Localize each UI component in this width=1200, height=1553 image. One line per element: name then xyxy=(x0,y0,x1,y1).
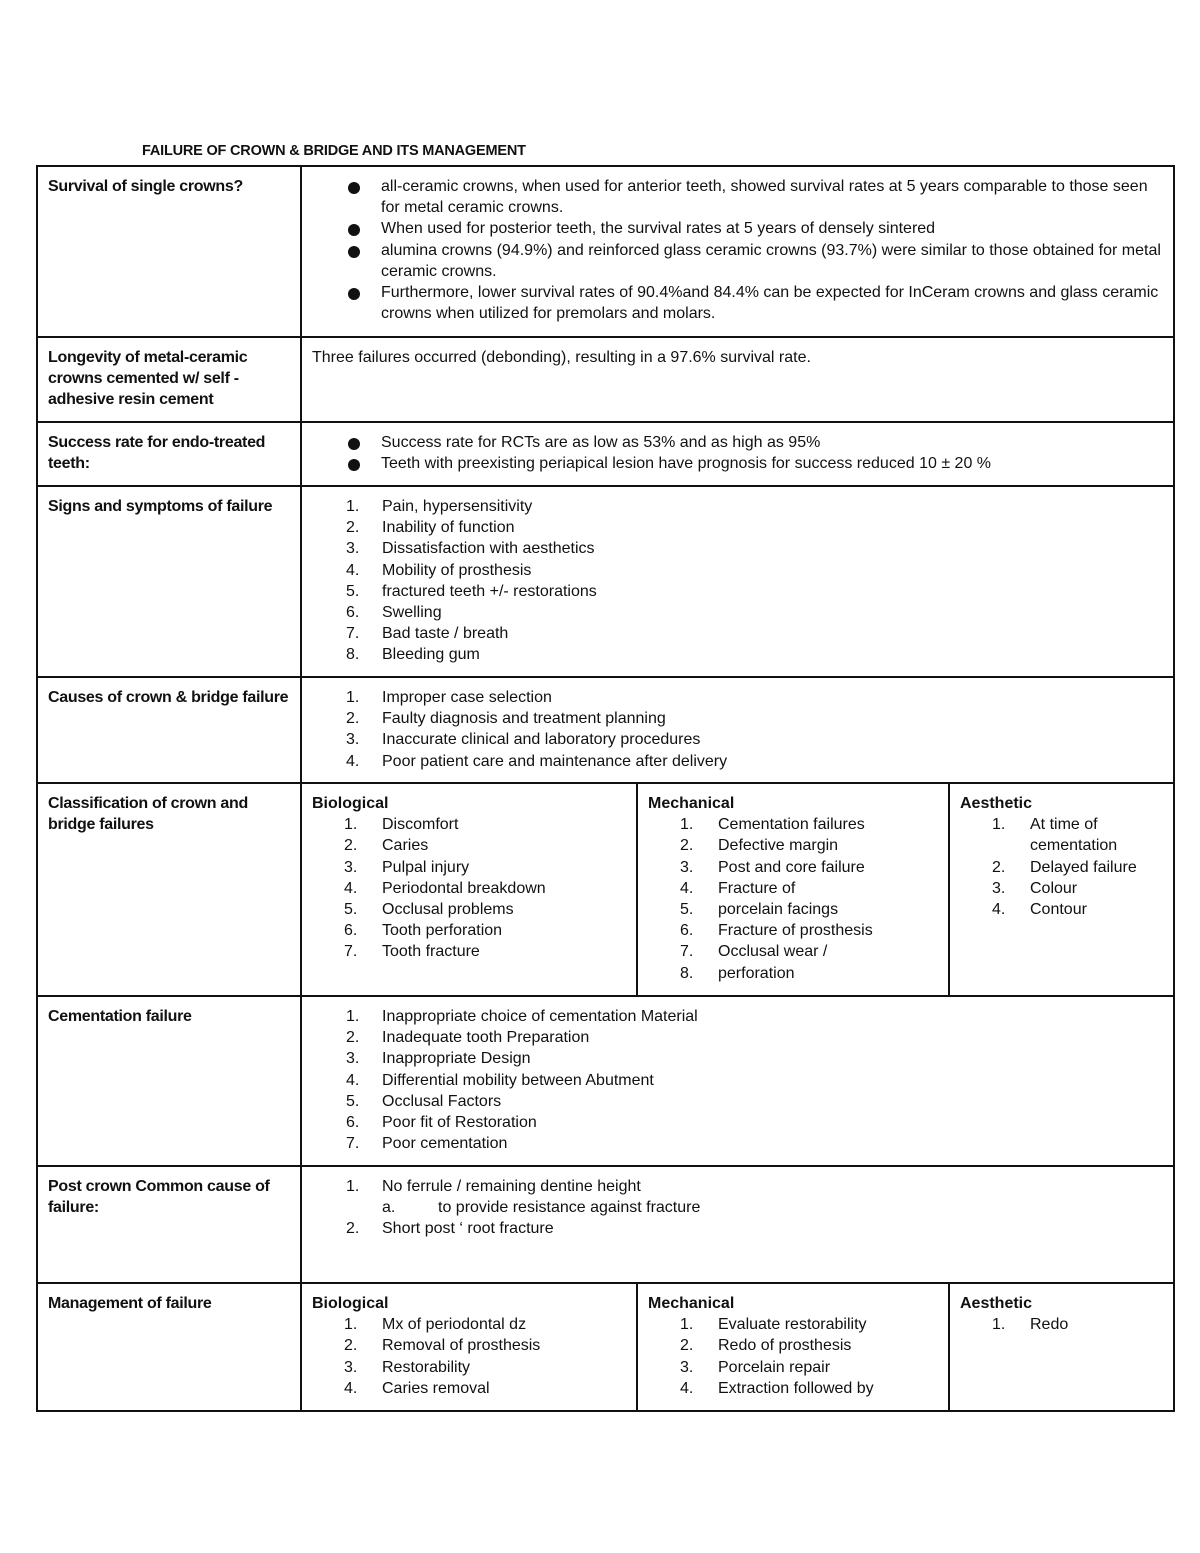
bullet-item: alumina crowns (94.9%) and reinforced glass ceramic crowns (93.7%) were similar to those obtained for metal ceramic crowns. xyxy=(348,240,1165,282)
list-number: 1. xyxy=(992,816,1006,834)
row-label: Classification of crown and bridge failures xyxy=(37,783,301,996)
list-text: Defective margin xyxy=(718,837,839,855)
list-number: 4. xyxy=(992,901,1006,919)
list-item xyxy=(346,602,1165,623)
list-text: Tooth fracture xyxy=(382,943,480,961)
list-number: 1. xyxy=(680,816,694,834)
list-number: 5. xyxy=(346,1092,360,1110)
list-text: Periodontal breakdown xyxy=(382,879,546,897)
list-text: Redo xyxy=(1030,1316,1069,1334)
list-number: 7. xyxy=(346,1135,360,1153)
list-number: 2. xyxy=(346,710,360,728)
list-text: to provide resistance against fracture xyxy=(438,1199,701,1217)
list-number: 3. xyxy=(992,879,1006,897)
list-item xyxy=(984,878,1165,899)
bullet-item: Teeth with preexisting periapical lesion have prognosis for success reduced 10 ± 20 % xyxy=(348,453,1165,474)
biological-column xyxy=(302,1284,637,1410)
list-text: Poor cementation xyxy=(382,1135,508,1153)
list-text: Dissatisfaction with aesthetics xyxy=(382,540,595,558)
list-text: Short post ‘ root fracture xyxy=(382,1220,554,1238)
row-content xyxy=(301,996,1174,1166)
list-item xyxy=(984,899,1165,920)
list-number: 4. xyxy=(680,1379,694,1397)
list-text: Improper case selection xyxy=(382,689,552,706)
list-number: 3. xyxy=(344,1358,358,1376)
list-number: 1. xyxy=(992,1316,1006,1334)
list-number: 6. xyxy=(346,604,360,622)
list-number: 3. xyxy=(346,731,360,749)
list-item xyxy=(984,857,1165,878)
list-text: Tooth perforation xyxy=(382,922,503,940)
list-text: Pulpal injury xyxy=(382,858,470,876)
list-item xyxy=(672,1314,940,1335)
list-text: Inappropriate Design xyxy=(382,1050,531,1068)
list-number: 2. xyxy=(992,858,1006,876)
list-text: porcelain facings xyxy=(718,901,839,919)
list-text: Occlusal wear / xyxy=(718,943,828,961)
list-text: Inaccurate clinical and laboratory procedures xyxy=(382,731,701,749)
list-item xyxy=(346,1112,1165,1133)
row-longevity xyxy=(37,337,1174,422)
list-text: Post and core failure xyxy=(718,858,865,876)
list-item xyxy=(672,1335,940,1356)
failure-table xyxy=(36,165,1175,1412)
list-text: Poor patient care and maintenance after delivery xyxy=(382,752,728,770)
list-number: 5. xyxy=(680,901,694,919)
row-label: Signs and symptoms of failure xyxy=(37,486,301,677)
row-content: Three failures occurred (debonding), resulting in a 97.6% survival rate. xyxy=(301,337,1174,422)
list-text: Swelling xyxy=(382,604,442,622)
page-title: FAILURE OF CROWN & BRIDGE AND ITS MANAGEMENT xyxy=(142,143,526,159)
list-item xyxy=(672,835,940,856)
list-number: 3. xyxy=(344,858,358,876)
list-number: 7. xyxy=(680,943,694,961)
row-label: Management of failure xyxy=(37,1283,301,1411)
aesthetic-column xyxy=(949,784,1173,995)
list-number: 1. xyxy=(346,1178,360,1195)
row-content xyxy=(301,677,1174,783)
list-text: Evaluate restorability xyxy=(718,1316,867,1334)
list-number: 4. xyxy=(346,1071,360,1089)
list-text: Mobility of prosthesis xyxy=(382,561,532,579)
list-item xyxy=(336,814,628,835)
list-text: Mx of periodontal dz xyxy=(382,1316,527,1334)
list-text: Occlusal Factors xyxy=(382,1092,502,1110)
list-text: Cementation failures xyxy=(718,816,865,834)
list-text: Delayed failure xyxy=(1030,858,1137,876)
list-text: Bleeding gum xyxy=(382,646,480,664)
list-text: Faulty diagnosis and treatment planning xyxy=(382,710,666,728)
list-item xyxy=(346,708,1165,729)
list-number: 1. xyxy=(346,498,360,515)
row-content xyxy=(301,1166,1174,1283)
list-item xyxy=(672,963,940,984)
list-number: 2. xyxy=(680,1337,694,1355)
list-item xyxy=(336,941,628,962)
row-survival xyxy=(37,166,1174,337)
list-number: 2. xyxy=(346,1029,360,1047)
list-item xyxy=(336,1357,628,1378)
row-content xyxy=(301,1283,1174,1411)
list-number: 1. xyxy=(346,689,360,706)
list-item xyxy=(346,623,1165,644)
list-text: fractured teeth +/- restorations xyxy=(382,582,597,600)
list-item xyxy=(336,878,628,899)
list-number: 3. xyxy=(346,1050,360,1068)
row-label: Longevity of metal-ceramic crowns cemented w/ self - adhesive resin cement xyxy=(37,337,301,422)
list-number: 6. xyxy=(344,922,358,940)
list-item xyxy=(336,857,628,878)
list-number: 8. xyxy=(680,964,694,982)
list-number: 6. xyxy=(680,922,694,940)
list-item xyxy=(984,1314,1165,1335)
list-item xyxy=(672,1378,940,1399)
list-text: Contour xyxy=(1030,901,1087,919)
list-item xyxy=(672,814,940,835)
bullet-item: Furthermore, lower survival rates of 90.4%and 84.4% can be expected for InCeram crowns and glass ceramic crowns when utilized for premolars and molars. xyxy=(348,282,1165,324)
sub-list-item xyxy=(382,1197,1165,1218)
list-item xyxy=(346,560,1165,581)
bullet-item: When used for posterior teeth, the survival rates at 5 years of densely sintered xyxy=(348,218,1165,239)
column-heading: Biological xyxy=(312,795,389,812)
row-content xyxy=(301,422,1174,486)
list-number: 1. xyxy=(680,1316,694,1334)
list-number: 3. xyxy=(346,540,360,558)
list-number: 2. xyxy=(344,837,358,855)
list-item xyxy=(336,1314,628,1335)
list-item xyxy=(336,1378,628,1399)
list-number: 5. xyxy=(346,582,360,600)
row-label: Post crown Common cause of failure: xyxy=(37,1166,301,1283)
list-number: 6. xyxy=(346,1114,360,1132)
row-label: Causes of crown & bridge failure xyxy=(37,677,301,783)
row-content xyxy=(301,783,1174,996)
list-text: Occlusal problems xyxy=(382,901,514,919)
list-text: At time of cementation xyxy=(1030,816,1118,855)
list-item xyxy=(336,835,628,856)
row-endo xyxy=(37,422,1174,486)
list-number: 7. xyxy=(346,625,360,643)
list-item xyxy=(672,878,940,899)
list-text: Extraction followed by xyxy=(718,1379,874,1397)
row-post-crown xyxy=(37,1166,1174,1283)
column-heading: Aesthetic xyxy=(960,795,1033,812)
list-number: 5. xyxy=(344,901,358,919)
list-text: Colour xyxy=(1030,879,1078,897)
list-item xyxy=(346,1006,1165,1027)
list-text: Porcelain repair xyxy=(718,1358,831,1376)
list-text: Discomfort xyxy=(382,816,459,834)
list-item xyxy=(346,1091,1165,1112)
list-number: 4. xyxy=(344,1379,358,1397)
list-text: perforation xyxy=(718,964,795,982)
list-item xyxy=(336,899,628,920)
list-item xyxy=(672,1357,940,1378)
column-heading: Biological xyxy=(312,1295,389,1312)
list-text: Poor fit of Restoration xyxy=(382,1114,537,1132)
list-number: 4. xyxy=(344,879,358,897)
row-content xyxy=(301,166,1174,337)
list-text: Fracture of prosthesis xyxy=(718,922,873,940)
list-item xyxy=(346,1176,1165,1218)
row-causes xyxy=(37,677,1174,783)
list-item xyxy=(346,496,1165,517)
list-item xyxy=(346,1027,1165,1048)
list-number: 2. xyxy=(680,837,694,855)
list-item xyxy=(336,1335,628,1356)
row-management xyxy=(37,1283,1174,1411)
list-item xyxy=(346,751,1165,772)
row-label: Success rate for endo-treated teeth: xyxy=(37,422,301,486)
list-item xyxy=(346,687,1165,708)
list-text: Restorability xyxy=(382,1358,471,1376)
list-item xyxy=(672,941,940,962)
list-number: 3. xyxy=(680,1358,694,1376)
list-number: 3. xyxy=(680,858,694,876)
list-item xyxy=(346,538,1165,559)
biological-column xyxy=(302,784,637,995)
list-item xyxy=(672,899,940,920)
list-text: Inappropriate choice of cementation Material xyxy=(382,1008,698,1025)
list-text: Caries xyxy=(382,837,429,855)
bullet-item: all-ceramic crowns, when used for anterior teeth, showed survival rates at 5 years comparable to those seen for metal ceramic crowns. xyxy=(348,176,1165,218)
list-item xyxy=(346,1048,1165,1069)
list-number: 1. xyxy=(344,1316,358,1334)
list-number: 4. xyxy=(346,752,360,770)
list-item xyxy=(346,1133,1165,1154)
column-heading: Mechanical xyxy=(648,1295,735,1312)
list-number: 2. xyxy=(344,1337,358,1355)
row-cementation xyxy=(37,996,1174,1166)
list-item xyxy=(346,1218,1165,1239)
list-item xyxy=(346,1070,1165,1091)
sub-list-marker: a. xyxy=(382,1199,396,1217)
list-item xyxy=(346,729,1165,750)
mechanical-column xyxy=(637,784,949,995)
list-number: 1. xyxy=(346,1008,360,1025)
list-text: No ferrule / remaining dentine height xyxy=(382,1178,641,1195)
mechanical-column xyxy=(637,1284,949,1410)
list-text: Caries removal xyxy=(382,1379,490,1397)
list-item xyxy=(346,581,1165,602)
list-item xyxy=(346,644,1165,665)
row-content xyxy=(301,486,1174,677)
list-text: Inadequate tooth Preparation xyxy=(382,1029,590,1047)
list-item xyxy=(346,517,1165,538)
list-number: 2. xyxy=(346,1220,360,1238)
row-classification xyxy=(37,783,1174,996)
list-item xyxy=(672,920,940,941)
row-label: Survival of single crowns? xyxy=(37,166,301,337)
list-number: 4. xyxy=(346,561,360,579)
list-text: Inability of function xyxy=(382,519,515,537)
row-signs xyxy=(37,486,1174,677)
list-text: Differential mobility between Abutment xyxy=(382,1071,654,1089)
list-text: Pain, hypersensitivity xyxy=(382,498,533,515)
column-heading: Mechanical xyxy=(648,795,735,812)
row-label: Cementation failure xyxy=(37,996,301,1166)
aesthetic-column xyxy=(949,1284,1173,1410)
list-text: Bad taste / breath xyxy=(382,625,509,643)
list-text: Removal of prosthesis xyxy=(382,1337,541,1355)
list-item xyxy=(672,857,940,878)
list-item xyxy=(984,814,1165,856)
list-number: 2. xyxy=(346,519,360,537)
bullet-item: Success rate for RCTs are as low as 53% and as high as 95% xyxy=(348,432,1165,453)
list-number: 1. xyxy=(344,816,358,834)
list-number: 4. xyxy=(680,879,694,897)
list-text: Redo of prosthesis xyxy=(718,1337,852,1355)
column-heading: Aesthetic xyxy=(960,1295,1033,1312)
list-number: 8. xyxy=(346,646,360,664)
list-item xyxy=(336,920,628,941)
list-text: Fracture of xyxy=(718,879,796,897)
list-number: 7. xyxy=(344,943,358,961)
